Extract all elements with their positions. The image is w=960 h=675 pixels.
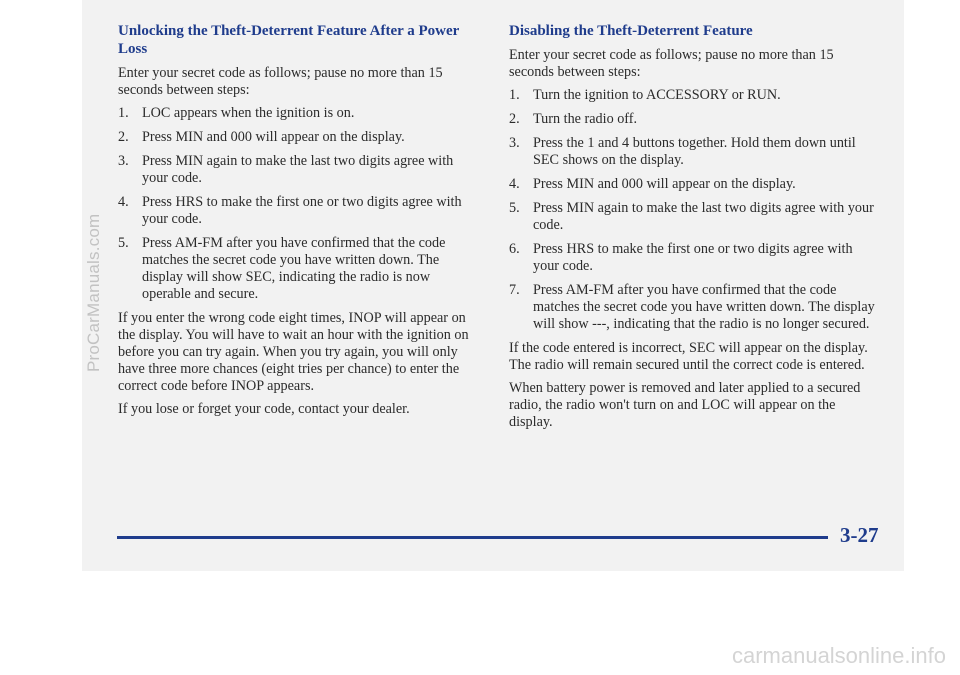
right-battery-paragraph: When battery power is removed and later applied to a secured radio, the radio won't turn on and LOC will appear on the display. (509, 380, 861, 430)
list-item (509, 111, 879, 128)
list-item (118, 194, 478, 228)
page-number: 3-27 (840, 523, 879, 547)
step-text: Press AM-FM after you have confirmed that the code matches the secret code you have written down. The display will show ---, indicating that the radio is no longer secured. (533, 282, 875, 332)
left-heading: Unlocking the Theft-Deterrent Feature After a Power Loss (118, 23, 460, 57)
step-text: Turn the radio off. (533, 111, 638, 127)
right-heading: Disabling the Theft-Deterrent Feature (509, 23, 753, 39)
right-steps-list (509, 87, 879, 333)
step-text: Press HRS to make the first one or two digits agree with your code. (533, 241, 853, 274)
right-intro: Enter your secret code as follows; pause no more than 15 seconds between steps: (509, 47, 834, 80)
list-item (509, 282, 879, 333)
step-text: Turn the ignition to ACCESSORY or RUN. (533, 87, 781, 103)
step-text: LOC appears when the ignition is on. (142, 105, 355, 121)
step-text: Press HRS to make the first one or two digits agree with your code. (142, 194, 462, 227)
step-text: Press MIN again to make the last two digits agree with your code. (142, 153, 454, 186)
left-column (118, 22, 478, 424)
list-item (509, 200, 879, 234)
step-number: 7. (509, 282, 520, 298)
step-number: 5. (118, 235, 129, 251)
list-item (509, 135, 879, 169)
step-number: 4. (118, 194, 129, 210)
list-item (509, 241, 879, 275)
step-number: 3. (118, 153, 129, 169)
footer-rule (117, 536, 828, 539)
step-number: 1. (118, 105, 129, 121)
step-number: 6. (509, 241, 520, 257)
step-text: Press MIN and 000 will appear on the display. (533, 176, 796, 192)
list-item (118, 129, 478, 146)
right-column (509, 22, 879, 437)
list-item (509, 176, 879, 193)
list-item (509, 87, 879, 104)
step-text: Press MIN and 000 will appear on the display. (142, 129, 405, 145)
list-item (118, 105, 478, 122)
step-number: 1. (509, 87, 520, 103)
step-number: 4. (509, 176, 520, 192)
left-intro: Enter your secret code as follows; pause no more than 15 seconds between steps: (118, 65, 443, 98)
list-item (118, 153, 478, 187)
step-number: 3. (509, 135, 520, 151)
watermark-side: ProCarManuals.com (84, 213, 103, 372)
step-text: Press AM-FM after you have confirmed that the code matches the secret code you have written down. The display will show SEC, indicating the radio is now operable and secure. (142, 235, 446, 302)
list-item (118, 235, 478, 303)
step-number: 5. (509, 200, 520, 216)
step-text: Press MIN again to make the last two digits agree with your code. (533, 200, 874, 233)
right-incorrect-code-paragraph: If the code entered is incorrect, SEC will appear on the display. The radio will remain secured until the correct code is entered. (509, 340, 868, 373)
left-lose-code-paragraph: If you lose or forget your code, contact your dealer. (118, 401, 410, 417)
watermark-bottom: carmanualsonline.info (731, 643, 946, 668)
left-steps-list (118, 105, 478, 303)
step-number: 2. (509, 111, 520, 127)
step-number: 2. (118, 129, 129, 145)
left-inop-paragraph: If you enter the wrong code eight times, INOP will appear on the display. You will have to wait an hour with the ignition on before you can try again. When you try again, you will only have three more chances (eight tries per chance) to enter the correct code before INOP appears. (118, 310, 469, 394)
step-text: Press the 1 and 4 buttons together. Hold them down until SEC shows on the display. (533, 135, 856, 168)
